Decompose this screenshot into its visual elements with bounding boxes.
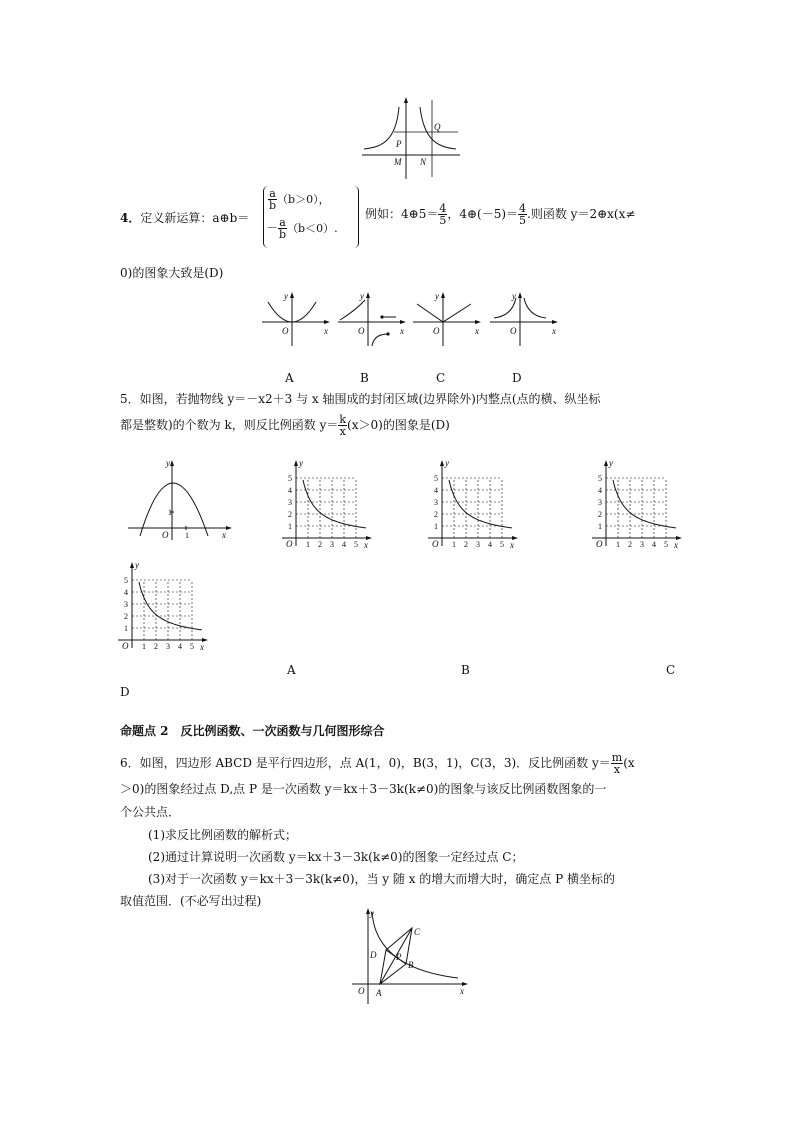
hyperbola-curve: [613, 480, 676, 528]
q6-sub1: (1)求反比例函数的解析式；: [148, 828, 297, 842]
x-axis-label: x: [510, 540, 514, 550]
x-axis-label: x: [200, 642, 204, 652]
x-tick-label: 3: [640, 540, 644, 549]
fig6-B: B: [408, 960, 414, 970]
y-tick-label: 2: [288, 510, 292, 519]
svg-text:y: y: [360, 291, 364, 301]
x-tick-label: 2: [318, 540, 322, 549]
origin-label: O: [596, 539, 603, 549]
x-tick-label: 5: [190, 642, 194, 651]
y-tick-label: 5: [124, 576, 128, 585]
x-tick-label: 1: [452, 540, 456, 549]
x-tick-label: 4: [342, 540, 346, 549]
y-tick-label: 1: [288, 522, 292, 531]
q4-line2: 0)的图象大致是(D): [120, 266, 224, 280]
svg-text:1: 1: [168, 508, 172, 517]
y-axis-arrow: [604, 460, 608, 466]
q4-option-b: B: [360, 371, 369, 385]
y-tick-label: 3: [598, 498, 602, 507]
q4-option-c: C: [436, 371, 446, 385]
q6-sub3a: (3)对于一次函数 y＝kx＋3－3k(k≠0)，当 y 随 x 的增大而增大时，确定点 P 横坐标的: [148, 872, 616, 886]
q5-line1: 5．如图，若抛物线 y＝－x2＋3 与 x 轴围成的封闭区域(边界除外)内整点(点的横、纵坐标: [120, 392, 601, 406]
svg-text:x: x: [552, 326, 556, 336]
hyperbola-curve: [139, 582, 202, 630]
q4-example: 例如：4⊕5＝ $\frac{4}{5}$ ，4⊕(－5)＝ $\frac{4}{5}$ .则函数 y＝2⊕x(x≠: [365, 202, 636, 227]
y-tick-label: 3: [434, 498, 438, 507]
svg-text:y: y: [370, 908, 374, 918]
svg-text:y: y: [166, 458, 170, 468]
fig6-C: C: [414, 927, 421, 937]
q4-graph-d: [490, 290, 558, 348]
fig6-A: A: [376, 988, 382, 998]
y-axis-arrow: [294, 460, 298, 466]
x-tick-label: 2: [464, 540, 468, 549]
y-axis-label: y: [445, 458, 449, 468]
y-axis-label: y: [135, 560, 139, 570]
q4-graph-c: [413, 290, 481, 348]
svg-text:y: y: [435, 291, 439, 301]
label-N: N: [420, 157, 427, 167]
y-tick-label: 5: [598, 474, 602, 483]
y-tick-label: 5: [434, 474, 438, 483]
y-tick-label: 1: [124, 624, 128, 633]
q5-option-d: D: [120, 685, 130, 699]
origin-label: O: [122, 641, 129, 651]
hyperbola-curve: [303, 480, 366, 528]
q4-case2: － $\frac{a}{b}$ （b＜0）.: [266, 216, 338, 241]
q4-option-a: A: [285, 371, 294, 385]
svg-text:y: y: [512, 291, 516, 301]
q6-sub3b: 取值范围．(不必写出过程): [120, 894, 262, 908]
x-tick-label: 5: [664, 540, 668, 549]
x-tick-label: 2: [628, 540, 632, 549]
svg-text:x: x: [460, 986, 464, 996]
x-tick-label: 3: [476, 540, 480, 549]
svg-text:O: O: [358, 986, 365, 996]
y-tick-label: 1: [598, 522, 602, 531]
x-axis-label: x: [674, 540, 678, 550]
label-M: M: [394, 157, 402, 167]
label-P: P: [396, 139, 402, 149]
x-tick-label: 3: [166, 642, 170, 651]
x-tick-label: 5: [354, 540, 358, 549]
q5-line2: 都是整数)的个数为 k，则反比例函数 y＝ $\frac{k}{x}$ (x＞0)的图象是(D): [120, 413, 450, 438]
q5-parabola-figure: [128, 458, 232, 540]
q5-graph-b: [428, 458, 518, 550]
q4-option-d: D: [512, 371, 522, 385]
x-tick-label: 5: [500, 540, 504, 549]
q4-lead: 定义新运算：a⊕b＝: [140, 211, 250, 225]
y-tick-label: 4: [124, 588, 128, 597]
q5-option-b: B: [461, 663, 470, 677]
svg-text:O: O: [358, 326, 365, 336]
fig6-D: D: [370, 950, 377, 960]
label-Q: Q: [434, 122, 441, 132]
x-tick-label: 1: [306, 540, 310, 549]
x-axis-label: x: [364, 540, 368, 550]
q6-line1: 6．如图，四边形 ABCD 是平行四边形，点 A(1，0)，B(3，1)，C(3，3)．反比例函数 y＝ $\frac{m}{x}$ (x: [120, 751, 635, 776]
y-axis-label: y: [299, 458, 303, 468]
y-tick-label: 5: [288, 474, 292, 483]
svg-text:1: 1: [185, 531, 189, 540]
section-title: 命题点 2 反比例函数、一次函数与几何图形综合: [120, 724, 385, 738]
y-axis-arrow: [130, 562, 134, 568]
q6-sub2: (2)通过计算说明一次函数 y＝kx＋3－3k(k≠0)的图象一定经过点 C；: [148, 850, 524, 864]
x-tick-label: 4: [652, 540, 656, 549]
y-axis-label: y: [609, 458, 613, 468]
svg-text:x: x: [324, 326, 328, 336]
y-tick-label: 1: [434, 522, 438, 531]
y-tick-label: 2: [598, 510, 602, 519]
q4-number: 4．: [120, 211, 141, 225]
svg-text:x: x: [400, 326, 404, 336]
q5-option-a: A: [287, 663, 296, 677]
y-axis-arrow: [440, 460, 444, 466]
y-tick-label: 4: [288, 486, 292, 495]
x-tick-label: 1: [616, 540, 620, 549]
origin-label: O: [286, 539, 293, 549]
q6-line2: ＞0)的图象经过点 D,点 P 是一次函数 y＝kx＋3－3k(k≠0)的图象与该反比例函数图象的一: [120, 782, 607, 796]
svg-text:O: O: [433, 326, 440, 336]
y-tick-label: 2: [124, 612, 128, 621]
q4-piecewise: [263, 186, 359, 248]
y-tick-label: 4: [434, 486, 438, 495]
x-tick-label: 4: [178, 642, 182, 651]
svg-text:O: O: [510, 326, 517, 336]
q6-figure: [352, 906, 470, 1006]
origin-label: O: [432, 539, 439, 549]
q5-graph-a: [282, 458, 372, 550]
svg-text:y: y: [284, 291, 288, 301]
q4-graph-a: [262, 290, 330, 348]
x-tick-label: 1: [142, 642, 146, 651]
fig6-P: P: [396, 952, 402, 962]
svg-text:x: x: [475, 326, 479, 336]
q4-case1: $\frac{a}{b}$ （b＞0），: [269, 187, 330, 212]
q6-line3: 个公共点．: [120, 805, 181, 819]
y-tick-label: 3: [124, 600, 128, 609]
x-tick-label: 4: [488, 540, 492, 549]
q5-graph-d: [118, 560, 208, 652]
q4-line1: [120, 210, 249, 226]
top-hyperbola-figure: [360, 97, 460, 179]
q4-graph-b: [338, 290, 406, 348]
q5-graph-c: [592, 458, 682, 550]
y-tick-label: 4: [598, 486, 602, 495]
y-tick-label: 3: [288, 498, 292, 507]
x-tick-label: 2: [154, 642, 158, 651]
svg-text:O: O: [162, 530, 169, 540]
svg-text:O: O: [282, 326, 289, 336]
q5-option-c: C: [666, 663, 676, 677]
svg-text:x: x: [222, 530, 226, 540]
hyperbola-curve: [449, 480, 512, 528]
y-tick-label: 2: [434, 510, 438, 519]
x-tick-label: 3: [330, 540, 334, 549]
